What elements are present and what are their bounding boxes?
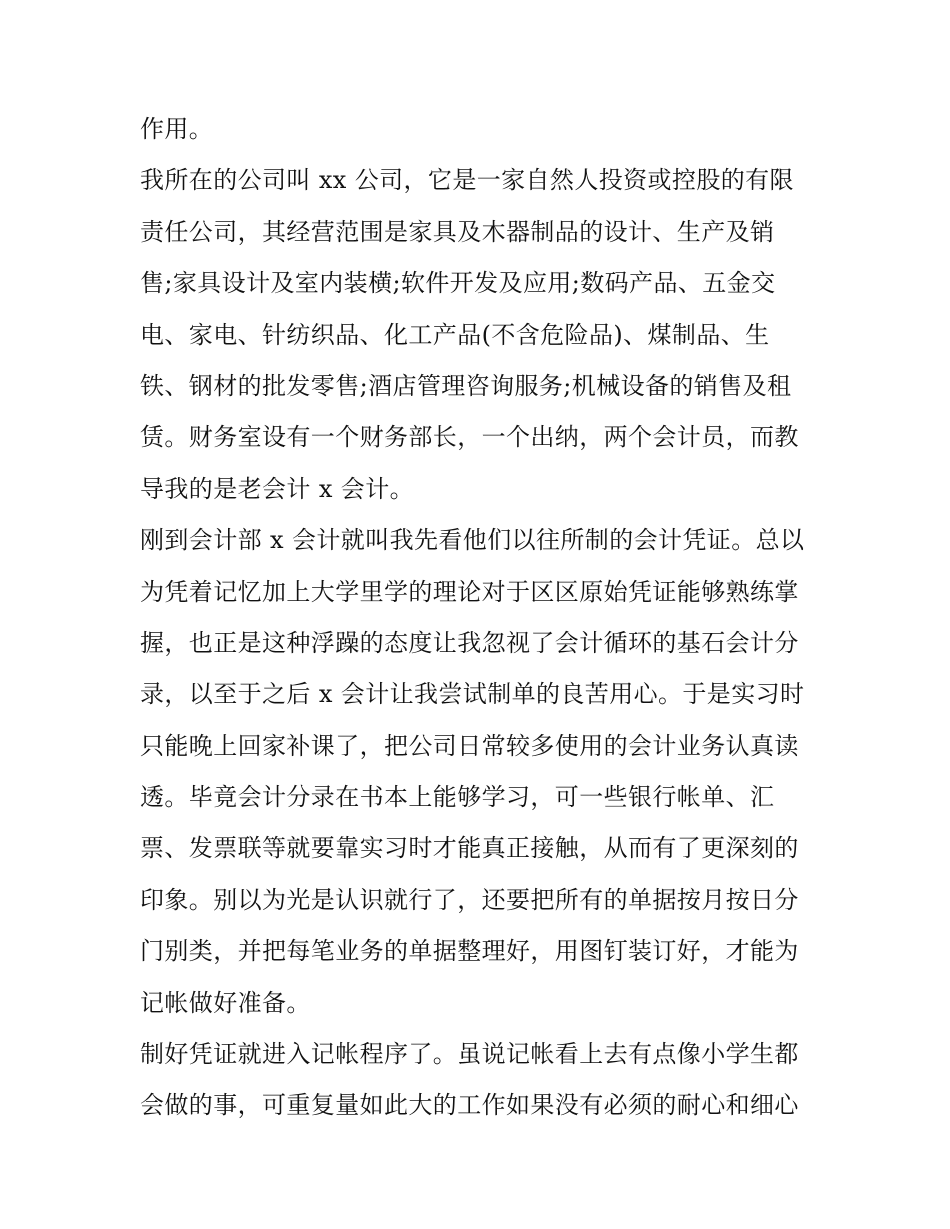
text-line: 导我的是老会计 x 会计。	[140, 474, 414, 503]
text-line: 握，也正是这种浮躁的态度让我忽视了会计循环的基石会计分	[140, 628, 799, 657]
body-text	[140, 104, 820, 1132]
text-line: 刚到会计部 x 会计就叫我先看他们以往所制的会计凭证。总以	[140, 526, 805, 555]
text-line: 录，以至于之后 x 会计让我尝试制单的良苦用心。于是实习时	[140, 680, 805, 709]
text-line: 售;家具设计及室内装横;软件开发及应用;数码产品、五金交	[140, 269, 776, 298]
text-line: 透。毕竟会计分录在书本上能够学习，可一些银行帐单、汇	[140, 783, 775, 812]
text-line: 门别类，并把每笔业务的单据整理好，用图钉装订好，才能为	[140, 937, 799, 966]
text-line: 只能晚上回家补课了，把公司日常较多使用的会计业务认真读	[140, 731, 799, 760]
text-line: 会做的事，可重复量如此大的工作如果没有必须的耐心和细心	[140, 1091, 799, 1120]
text-line: 电、家电、针纺织品、化工产品(不含危险品)、煤制品、生	[140, 320, 770, 349]
text-line: 铁、钢材的批发零售;酒店管理咨询服务;机械设备的销售及租	[140, 371, 792, 400]
text-line: 制好凭证就进入记帐程序了。虽说记帐看上去有点像小学生都	[140, 1040, 799, 1069]
text-line: 责任公司，其经营范围是家具及木器制品的设计、生产及销	[140, 217, 775, 246]
text-line: 赁。财务室设有一个财务部长，一个出纳，两个会计员，而教	[140, 423, 799, 452]
text-line: 记帐做好准备。	[140, 988, 311, 1017]
text-line: 我所在的公司叫 xx 公司，它是一家自然人投资或控股的有限	[140, 166, 794, 195]
text-line: 作用。	[140, 115, 214, 143]
text-line: 印象。别以为光是认识就行了，还要把所有的单据按月按日分	[140, 885, 799, 914]
text-line: 票、发票联等就要靠实习时才能真正接触，从而有了更深刻的	[140, 834, 799, 863]
text-line: 为凭着记忆加上大学里学的理论对于区区原始凭证能够熟练掌	[140, 577, 799, 606]
